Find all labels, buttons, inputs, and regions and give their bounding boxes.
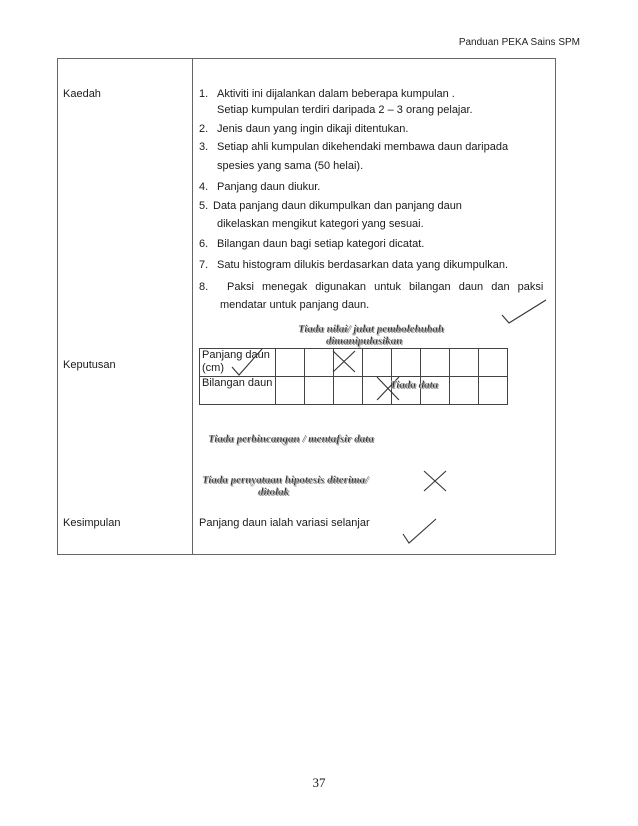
- list-item: [199, 88, 455, 100]
- item-text: Paksi menegak digunakan untuk bilangan daun dan paksi: [227, 281, 544, 293]
- document-header: Panduan PEKA Sains SPM: [458, 37, 580, 48]
- table-cell: [334, 377, 363, 405]
- table-cell: [392, 349, 421, 377]
- item-continuation: dikelaskan mengikut kategori yang sesuai.: [217, 218, 424, 230]
- item-text: Panjang daun diukur.: [217, 181, 321, 193]
- item-number: 8.: [199, 281, 209, 293]
- label-kaedah: Kaedah: [63, 88, 101, 100]
- table-cell: [276, 349, 305, 377]
- item-text: Setiap ahli kumpulan dikehendaki membawa daun daripada: [217, 141, 509, 153]
- item-text: Bilangan daun bagi setiap kategori dicatat.: [217, 238, 425, 250]
- item-text: Aktiviti ini dijalankan dalam beberapa kumpulan .: [217, 88, 455, 100]
- annotation-no-hypothesis-cont: ditolak: [258, 486, 290, 498]
- annotation-no-variable-cont: dimanipulasikan: [326, 335, 403, 347]
- item-continuation: spesies yang sama (50 helai).: [217, 160, 364, 172]
- item-text: Jenis daun yang ingin dikaji ditentukan.: [217, 123, 409, 135]
- item-number: 7.: [199, 259, 209, 271]
- column-divider: [192, 58, 193, 555]
- table-cell: [276, 377, 305, 405]
- table-row: [200, 377, 508, 405]
- page-number: 37: [312, 775, 326, 790]
- conclusion-text: Panjang daun ialah variasi selanjar: [199, 517, 370, 529]
- list-item: [199, 141, 508, 153]
- cross-mark-icon: [330, 348, 360, 374]
- list-item: [199, 200, 462, 212]
- table-cell: [421, 349, 450, 377]
- annotation-no-variable: Tiada nilai/ julat pembolehubah: [298, 323, 444, 335]
- item-continuation: mendatar untuk panjang daun.: [220, 299, 370, 311]
- item-number: 2.: [199, 123, 209, 135]
- list-item: [199, 181, 320, 193]
- annotation-no-discussion: Tiada perbincangan / mentafsir data: [208, 433, 374, 445]
- item-text: Satu histogram dilukis berdasarkan data yang dikumpulkan.: [217, 259, 509, 271]
- item-text: Data panjang daun dikumpulkan dan panjang daun: [213, 200, 462, 212]
- annotation-no-hypothesis: Tiada pernyataan hipotesis diterima/: [202, 474, 369, 486]
- check-mark-icon: [229, 347, 269, 377]
- label-kesimpulan: Kesimpulan: [63, 517, 121, 529]
- table-cell: [450, 349, 479, 377]
- label-keputusan: Keputusan: [63, 359, 116, 371]
- list-item: [199, 259, 508, 271]
- item-number: 4.: [199, 181, 209, 193]
- table-cell: [450, 377, 479, 405]
- item-continuation: Setiap kumpulan terdiri daripada 2 – 3 orang pelajar.: [217, 104, 473, 116]
- list-item: [199, 281, 543, 293]
- item-number: 5.: [199, 200, 209, 212]
- table-cell: [479, 377, 508, 405]
- table-cell: [363, 349, 392, 377]
- annotation-no-data: Tiada data: [390, 379, 439, 391]
- table-cell: [479, 349, 508, 377]
- check-mark-icon: [500, 297, 550, 327]
- item-number: 6.: [199, 238, 209, 250]
- row-header-length: Panjang daun (cm): [200, 349, 276, 377]
- item-number: 3.: [199, 141, 209, 153]
- check-mark-icon: [400, 517, 440, 547]
- cross-mark-icon: [421, 468, 449, 494]
- row-header-count: Bilangan daun: [200, 377, 276, 405]
- list-item: [199, 123, 408, 135]
- list-item: [199, 238, 424, 250]
- table-cell: [305, 377, 334, 405]
- item-number: 1.: [199, 88, 209, 100]
